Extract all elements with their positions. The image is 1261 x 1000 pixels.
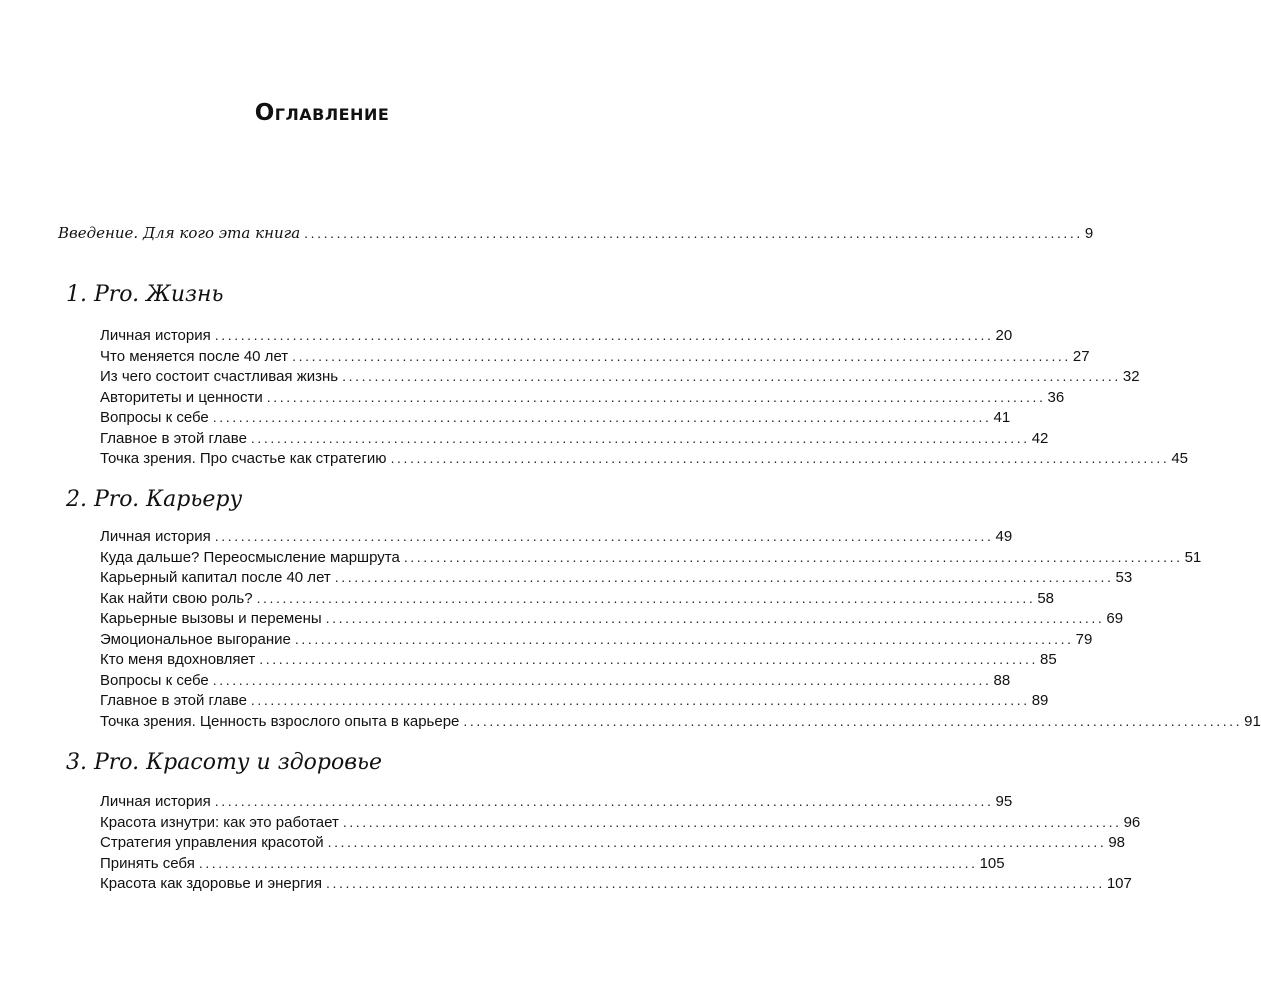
entry-page-number: 91 xyxy=(1244,712,1261,730)
leader-dots: ........................................................................................................................ xyxy=(463,712,1243,729)
entry-label: Главное в этой главе xyxy=(100,692,247,709)
chapter-1-heading: 1. Pro. Жизнь xyxy=(66,282,224,307)
toc-entry xyxy=(100,589,1055,611)
chapter-2-entries xyxy=(100,528,1261,733)
entry-label: Точка зрения. Ценность взрослого опыта в карьере xyxy=(100,712,460,730)
entry-label: Карьерный капитал после 40 лет xyxy=(100,569,331,586)
leader-dots: ........................................................................................................................ xyxy=(327,834,1107,850)
entry-label: Вопросы к себе xyxy=(100,671,209,689)
leader-dots: ........................................................................................................................ xyxy=(266,388,1046,405)
entry-label: Что меняется после 40 лет xyxy=(100,347,289,365)
entry-label: Карьерные вызовы и перемены xyxy=(100,610,322,627)
entry-page-number: 105 xyxy=(979,854,1005,872)
leader-dots: ........................................................................................................................ xyxy=(342,368,1121,384)
leader-dots: ........................................................................................................................ xyxy=(390,450,1170,466)
toc-entry xyxy=(100,793,1013,814)
entry-label: Эмоциональное выгорание xyxy=(100,630,291,648)
entry-page-number: 45 xyxy=(1171,450,1189,467)
chapter-1-entries xyxy=(100,327,1189,471)
entry-label: Кто меня вдохновляет xyxy=(100,651,256,668)
toc-entry xyxy=(100,388,1065,410)
entry-label: Личная история xyxy=(100,327,211,344)
toc-entry xyxy=(100,854,1005,876)
toc-entry xyxy=(100,548,1202,570)
leader-dots: ........................................................................................................................ xyxy=(250,692,1030,708)
toc-entry xyxy=(100,712,1261,734)
toc-entry xyxy=(100,409,1011,430)
chapter-3-entries xyxy=(100,793,1141,896)
leader-dots: ........................................................................................................................ xyxy=(214,528,994,544)
leader-dots: ........................................................................................................................ xyxy=(256,589,1036,606)
entry-label: Как найти свою роль? xyxy=(100,589,253,607)
entry-page-number: 69 xyxy=(1106,610,1124,627)
entry-page-number: 49 xyxy=(995,528,1013,545)
toc-entry xyxy=(100,429,1049,451)
leader-dots: ........................................................................................................................ xyxy=(294,630,1074,647)
entry-page-number: 20 xyxy=(995,327,1013,344)
toc-entry xyxy=(100,327,1013,348)
entry-page-number: 79 xyxy=(1075,630,1093,648)
toc-entry xyxy=(100,610,1124,631)
entry-label: Личная история xyxy=(100,793,211,810)
leader-dots: ........................................................................................................................ xyxy=(259,651,1039,667)
entry-page-number: 32 xyxy=(1122,368,1140,385)
intro-label: Введение. Для кого эта книга xyxy=(58,224,301,242)
leader-dots: ........................................................................................................................ xyxy=(334,569,1114,585)
entry-label: Куда дальше? Переосмысление маршрута xyxy=(100,548,400,566)
entry-page-number: 95 xyxy=(995,793,1013,810)
entry-page-number: 107 xyxy=(1106,875,1132,892)
entry-page-number: 89 xyxy=(1031,692,1049,709)
entry-page-number: 96 xyxy=(1123,813,1141,831)
leader-dots: ........................................................................................................................ xyxy=(342,813,1122,830)
entry-page-number: 36 xyxy=(1047,388,1065,406)
chapter-3-heading: 3. Pro. Красоту и здоровье xyxy=(66,750,383,775)
toc-entry xyxy=(100,651,1057,672)
toc-entry xyxy=(100,813,1141,835)
entry-page-number: 42 xyxy=(1031,429,1049,447)
chapter-2-heading: 2. Pro. Карьеру xyxy=(66,487,243,512)
leader-dots: ........................................................................................................................ xyxy=(212,671,992,688)
toc-entry xyxy=(100,528,1013,549)
leader-dots: ........................................................................................................................ xyxy=(325,610,1105,626)
leader-dots: ........................................................................................................................ xyxy=(292,347,1071,364)
entry-label: Принять себя xyxy=(100,854,195,872)
entry-label: Из чего состоит счастливая жизнь xyxy=(100,368,339,385)
entry-label: Авторитеты и ценности xyxy=(100,388,263,406)
entry-page-number: 27 xyxy=(1072,347,1090,365)
entry-label: Главное в этой главе xyxy=(100,429,247,447)
leader-dots: ........................................................................................................................ xyxy=(326,875,1105,891)
entry-label: Личная история xyxy=(100,528,211,545)
entry-page-number: 53 xyxy=(1115,569,1133,586)
leader-dots: ........................................................................................................................ xyxy=(212,409,992,425)
entry-label: Красота изнутри: как это работает xyxy=(100,813,339,831)
page-title: Оглавление xyxy=(254,100,390,126)
toc-entry xyxy=(100,368,1140,389)
leader-dots: ........................................................................................................................ xyxy=(250,429,1030,446)
entry-label: Стратегия управления красотой xyxy=(100,834,324,851)
leader-dots: ........................................................................................................................ xyxy=(214,793,994,809)
toc-entry xyxy=(100,834,1126,855)
leader-dots: ........................................................................................................................ xyxy=(198,854,978,871)
toc-intro-entry xyxy=(58,224,1094,246)
toc-entry xyxy=(100,347,1090,369)
leader-dots: ........................................................................................................................ xyxy=(214,327,994,343)
toc-entry xyxy=(100,875,1132,896)
toc-entry xyxy=(100,569,1133,590)
leader-dots: ........................................................................................................................ xyxy=(304,225,1083,241)
leader-dots: ........................................................................................................................ xyxy=(403,548,1183,565)
toc-entry xyxy=(100,671,1011,693)
toc-entry xyxy=(100,692,1049,713)
entry-page-number: 88 xyxy=(993,671,1011,689)
entry-label: Вопросы к себе xyxy=(100,409,209,426)
entry-page-number: 85 xyxy=(1040,651,1057,668)
entry-page-number: 41 xyxy=(993,409,1011,426)
entry-label: Красота как здоровье и энергия xyxy=(100,875,323,892)
entry-page-number: 98 xyxy=(1108,834,1126,851)
entry-page-number: 58 xyxy=(1037,589,1055,607)
toc-entry xyxy=(100,450,1189,471)
entry-page-number: 51 xyxy=(1184,548,1202,566)
toc-entry xyxy=(100,630,1093,652)
intro-page-number: 9 xyxy=(1084,225,1094,242)
entry-label: Точка зрения. Про счастье как стратегию xyxy=(100,450,387,467)
